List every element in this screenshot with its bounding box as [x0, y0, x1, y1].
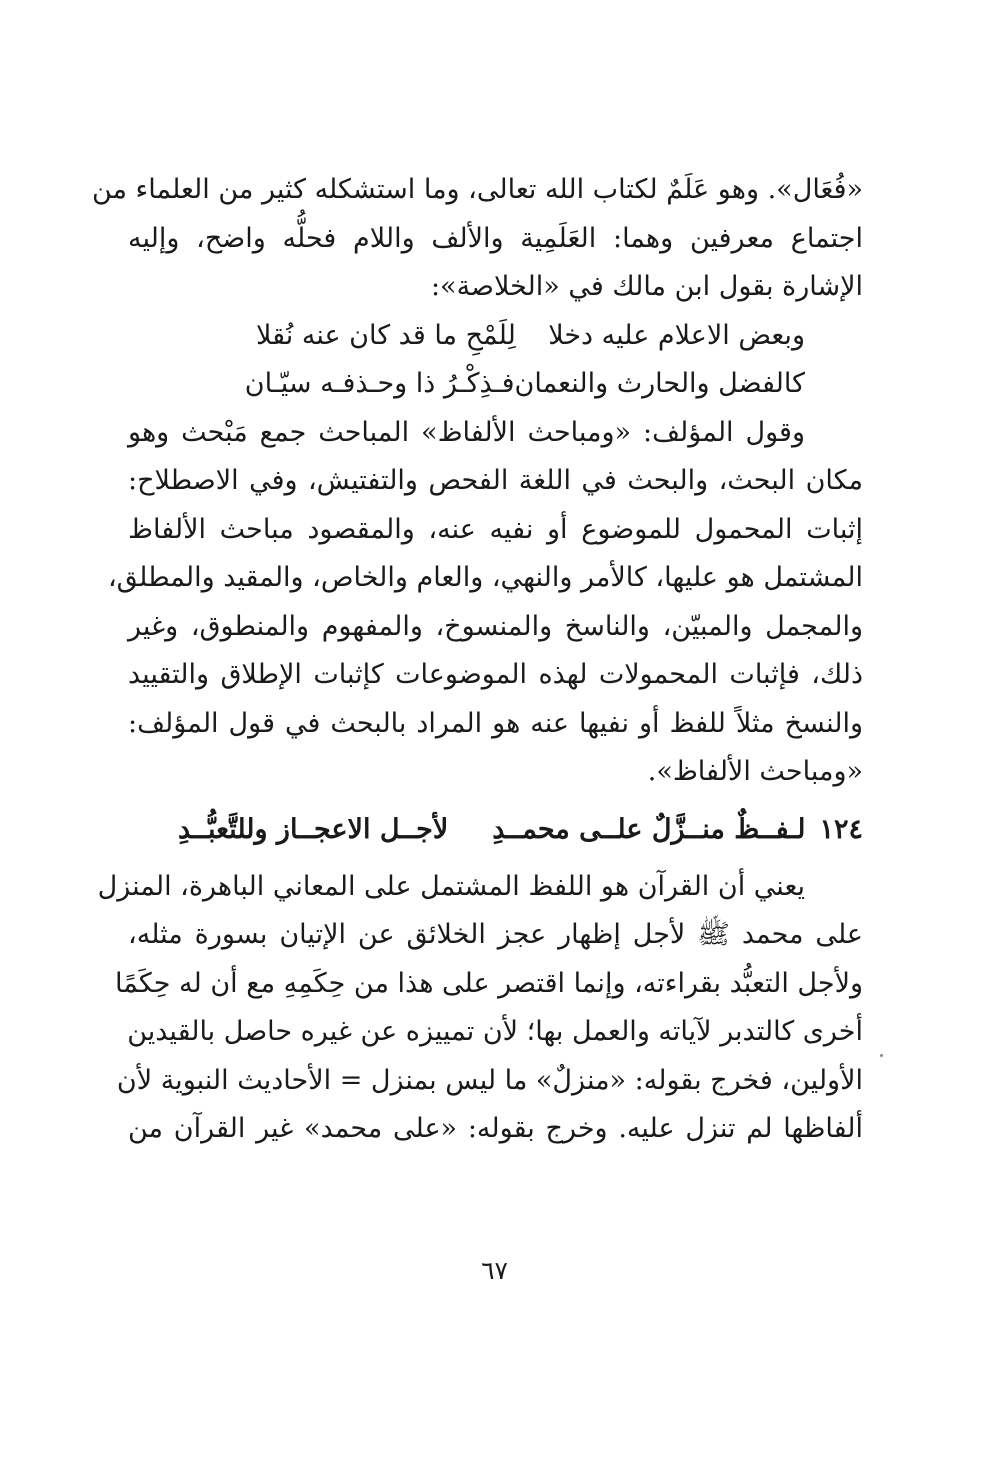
- text-line: مكان البحث، والبحث في اللغة الفحص والتفتيش، وفي الاصطلاح:: [128, 465, 863, 496]
- verse-first-hemistich: كالفضل والحارث والنعمان: [514, 368, 805, 399]
- text-line: «فُعَال». وهو عَلَمٌ لكتاب الله تعالى، وما استشكله كثير من العلماء من: [91, 174, 863, 205]
- text-line: يعني أن القرآن هو اللفظ المشتمل على المعاني الباهرة، المنزل: [97, 870, 805, 902]
- margin-dot: [880, 1054, 883, 1057]
- page-body: [91, 166, 863, 1154]
- verse-line: [128, 312, 863, 361]
- heading-second-hemistich: لأجــل الاعجــاز وللتَّعبُّــدِ: [178, 813, 449, 845]
- text-line: ذلك، فإثبات المحمولات لهذه الموضوعات كإثبات الإطلاق والتقييد: [128, 659, 863, 690]
- text-line: إثبات المحمول للموضوع أو نفيه عنه، والمقصود مباحث الألفاظ: [128, 513, 863, 545]
- text-line: ولأجل التعبُّد بقراءته، وإنما اقتصر على هذا من حِكَمِهِ مع أن له حِكَمًا: [115, 967, 863, 999]
- text-line: وقول المؤلف: «ومباحث الألفاظ» المباحث جمع مَبْحث وهو: [128, 416, 805, 448]
- verse-number: ١٢٤: [819, 813, 863, 845]
- verse-first-hemistich: وبعض الاعلام عليه دخلا: [548, 319, 805, 351]
- verse-second-hemistich: فـذِكْـرُ ذا وحـذفـه سيّـان: [244, 368, 515, 399]
- text-line: الأولين، فخرج بقوله: «منزلٌ» ما ليس بمنزل = الأحاديث النبوية لأن: [116, 1064, 863, 1096]
- text-line: الإشارة بقول ابن مالك في «الخلاصة»:: [430, 271, 863, 302]
- text-line: اجتماع معرفين وهما: العَلَمِية والألف واللام فحلُّه واضح، وإليه: [128, 222, 863, 254]
- text-line: على محمد ﷺ لأجل إظهار عجز الخلائق عن الإتيان بسورة مثله،: [128, 919, 863, 950]
- verse-heading: [128, 801, 863, 859]
- text-line: ألفاظها لم تنزل عليه. وخرج بقوله: «على محمد» غير القرآن من: [128, 1113, 863, 1144]
- verse-line: [128, 360, 863, 409]
- text-line: أخرى كالتدبر لآياته والعمل بها؛ لأن تمييزه عن غيره حاصل بالقيدين: [127, 1016, 863, 1047]
- text-line: والمجمل والمبيّن، والناسخ والمنسوخ، والمفهوم والمنطوق، وغير: [128, 610, 863, 642]
- text-line: «ومباحث الألفاظ».: [647, 756, 863, 787]
- text-line: والنسخ مثلاً للفظ أو نفيها عنه هو المراد بالبحث في قول المؤلف:: [128, 707, 863, 739]
- page-number: ٦٧: [481, 1256, 508, 1285]
- verse-second-hemistich: لِلَمْحِ ما قد كان عنه نُقلا: [256, 319, 516, 351]
- text-line: المشتمل هو عليها، كالأمر والنهي، والعام والخاص، والمقيد والمطلق،: [107, 562, 863, 593]
- heading-first-hemistich: لـفــظٌ منــزَّلٌ علــى محمــدِ: [492, 813, 806, 845]
